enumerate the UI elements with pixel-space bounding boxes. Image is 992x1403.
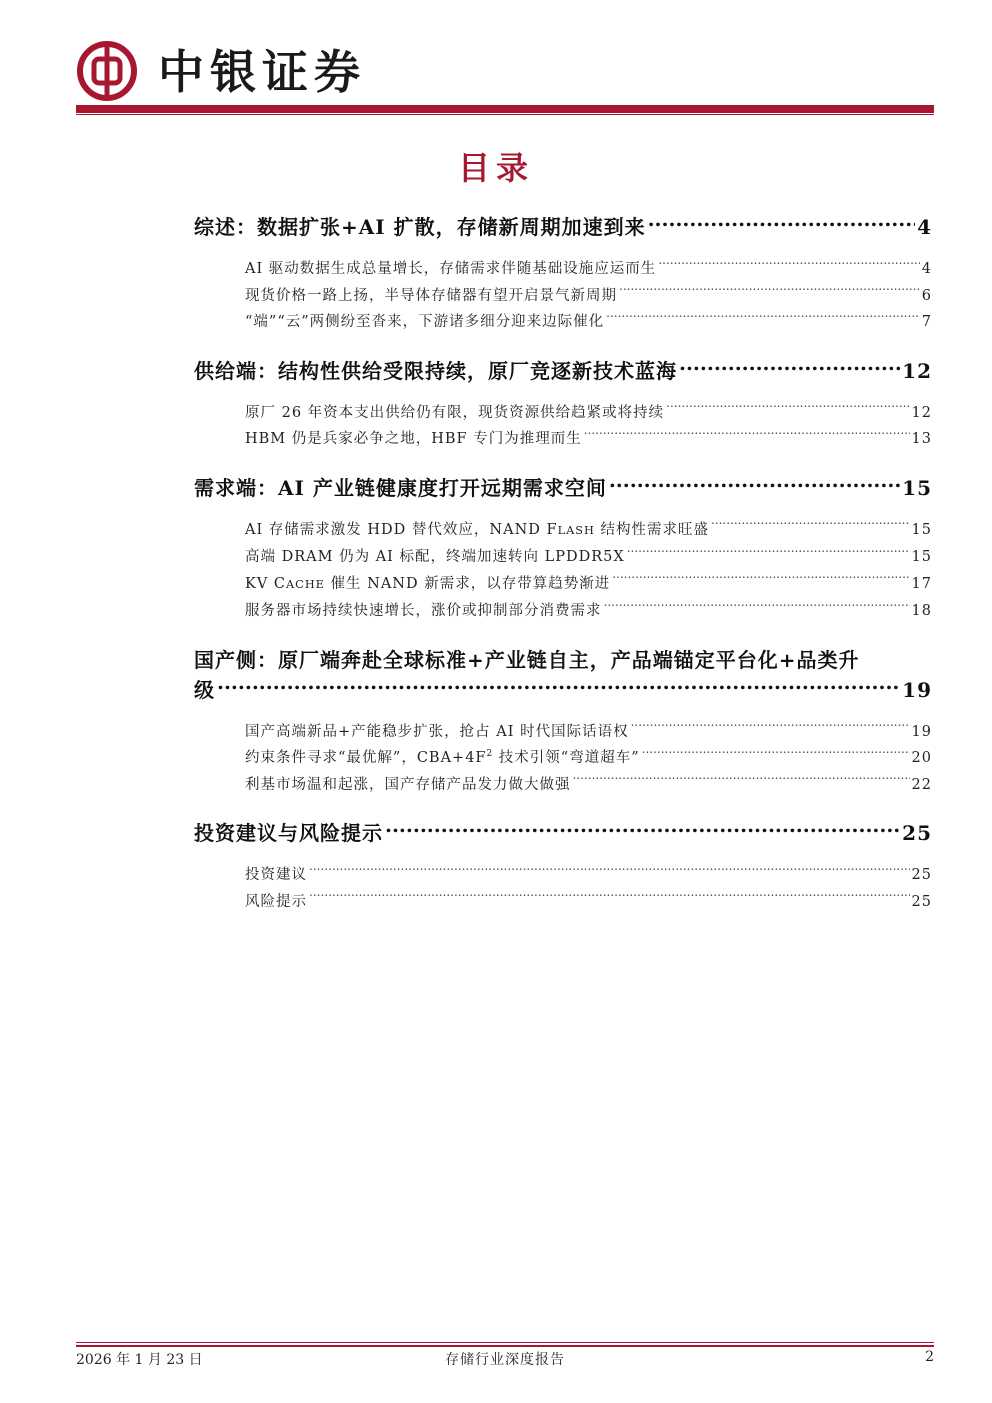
footer-divider-thick (76, 1345, 934, 1347)
toc-subentry[interactable] (245, 544, 932, 571)
report-date: 2026 年 1 月 23 日 (76, 1352, 203, 1368)
dot-leader (604, 601, 910, 615)
toc-subentry-page: 19 (911, 723, 932, 740)
dot-leader (631, 722, 910, 736)
toc-subentry-title-part: 约束条件寻求“最优解”，CBA+4F (245, 750, 487, 766)
toc-subentry-title: “端”“云”两侧纷至沓来，下游诸多细分迎来边际催化 (245, 314, 605, 330)
toc-subentry-title (245, 745, 640, 772)
toc-heading-page: 12 (902, 358, 932, 383)
toc-heading-entry[interactable] (194, 675, 932, 705)
bank-of-china-logo-icon (76, 40, 138, 102)
toc-subentry-page: 25 (911, 867, 932, 883)
toc-subentry-page: 6 (921, 287, 932, 304)
page-footer (76, 1349, 934, 1369)
toc-section (194, 818, 932, 915)
dot-leader (584, 429, 910, 443)
toc-subentry-title: 投资建议 (245, 867, 307, 883)
toc-subentry[interactable] (245, 571, 932, 599)
toc-section (194, 473, 932, 625)
toc-subentry-title: 服务器市场持续快速增长，涨价或抑制部分消费需求 (245, 603, 602, 619)
dot-leader (711, 520, 910, 534)
toc-heading-page: 25 (902, 821, 932, 845)
toc-subentry-page: 7 (921, 314, 932, 330)
toc-subentry[interactable] (245, 256, 932, 283)
toc-subentry[interactable] (245, 719, 932, 746)
toc-heading-title-line2: 级 (194, 677, 215, 702)
header-divider (76, 105, 934, 113)
dot-leader (648, 214, 915, 234)
dot-leader (217, 677, 900, 697)
toc-subentry[interactable] (245, 426, 932, 453)
toc-subentry[interactable] (245, 772, 932, 799)
toc-subentry-title: 原厂 26 年资本支出供给仍有限，现货资源供给趋紧或将持续 (245, 404, 665, 421)
toc-subentry-page: 17 (911, 575, 932, 592)
page-number: 2 (925, 1349, 934, 1365)
toc-heading-title: 供给端：结构性供给受限持续，原厂竞逐新技术蓝海 (194, 358, 677, 383)
toc-subentry[interactable] (245, 598, 932, 625)
toc-subentry-title: HBM 仍是兵家必争之地，HBF 专门为推理而生 (245, 431, 582, 447)
toc-heading-entry[interactable] (194, 212, 932, 242)
toc-subentry-page: 4 (921, 261, 932, 277)
footer-divider (76, 1342, 934, 1343)
toc-section (194, 645, 932, 799)
toc-subentry-title: 高端 DRAM 仍为 AI 标配，终端加速转向 LPDDR5X (245, 549, 625, 565)
toc-heading-entry[interactable] (194, 818, 932, 848)
toc-heading-title: 需求端：AI 产业链健康度打开远期需求空间 (194, 475, 607, 500)
dot-leader (679, 358, 900, 378)
toc-subentry-title-part: 结构性需求旺盛 (594, 521, 709, 538)
toc-heading-title-line1[interactable]: 国产侧：原厂端奔赴全球标准+产业链自主，产品端锚定平台化+品类升 (194, 647, 860, 672)
header-divider-thin (76, 114, 934, 115)
table-of-contents (194, 210, 932, 915)
toc-subentry-title-part: 催生 NAND 新需求，以存带算趋势渐进 (324, 575, 611, 592)
toc-subentry-page: 15 (911, 521, 932, 538)
toc-subentry[interactable] (245, 862, 932, 889)
toc-subentry[interactable] (245, 283, 932, 310)
dot-leader (612, 574, 909, 588)
toc-heading-entry[interactable] (194, 473, 932, 503)
toc-subentry[interactable] (245, 889, 932, 916)
toc-subentry-title-smallcaps: ACHE (286, 577, 325, 591)
toc-subentry-title-smallcaps: LASH (557, 523, 595, 537)
toc-section (194, 212, 932, 336)
toc-subentry-title: 现货价格一路上扬，半导体存储器有望开启景气新周期 (245, 287, 617, 304)
toc-subentry-title: 国产高端新品+产能稳步扩张，抢占 AI 时代国际话语权 (245, 723, 629, 740)
dot-leader (658, 259, 919, 273)
toc-subentry[interactable] (245, 517, 932, 545)
toc-heading-page: 4 (917, 215, 932, 239)
dot-leader (606, 312, 920, 326)
toc-subentry-page: 22 (911, 776, 932, 793)
toc-subentry-title: AI 驱动数据生成总量增长，存储需求伴随基础设施应运而生 (245, 261, 657, 277)
toc-subentry-title-part: AI 存储需求激发 HDD 替代效应，NAND F (245, 521, 558, 538)
toc-subentry-title-superscript: 2 (486, 749, 494, 760)
dot-leader (309, 865, 910, 879)
toc-heading-entry[interactable] (194, 356, 932, 386)
toc-subentry-page: 18 (911, 603, 932, 619)
toc-title: 目录 (457, 149, 534, 187)
toc-heading-page: 19 (902, 677, 932, 702)
toc-subentry[interactable] (245, 745, 932, 772)
toc-heading-title: 投资建议与风险提示 (194, 821, 383, 845)
dot-leader (619, 286, 920, 300)
page-header (76, 38, 934, 102)
dot-leader (573, 775, 910, 789)
toc-subentry-page: 13 (911, 431, 932, 447)
toc-subentry-page: 25 (911, 893, 932, 910)
dot-leader (642, 748, 910, 762)
dot-leader (666, 403, 909, 417)
toc-subentry[interactable] (245, 400, 932, 427)
toc-subentry-page: 15 (911, 549, 932, 565)
toc-subentry-title (245, 517, 709, 545)
brand-name: 中银证券 (158, 45, 366, 99)
toc-subentry-page: 20 (911, 750, 932, 766)
dot-leader (609, 475, 900, 495)
toc-subentry-title-part: KV C (245, 575, 287, 592)
toc-subentry-page: 12 (911, 404, 932, 421)
toc-subentry-title: 风险提示 (245, 893, 307, 910)
toc-subentry[interactable] (245, 309, 932, 336)
dot-leader (385, 820, 900, 840)
report-name: 存储行业深度报告 (445, 1352, 565, 1368)
dot-leader (627, 547, 910, 561)
dot-leader (309, 892, 910, 906)
toc-subentry-title: 利基市场温和起涨，国产存储产品发力做大做强 (245, 776, 571, 793)
toc-heading-title: 综述：数据扩张+AI 扩散，存储新周期加速到来 (194, 215, 646, 239)
toc-section (194, 356, 932, 453)
toc-heading-page: 15 (902, 475, 932, 500)
toc-subentry-title (245, 571, 610, 599)
toc-subentry-title-part: 技术引领“弯道超车” (493, 750, 640, 766)
